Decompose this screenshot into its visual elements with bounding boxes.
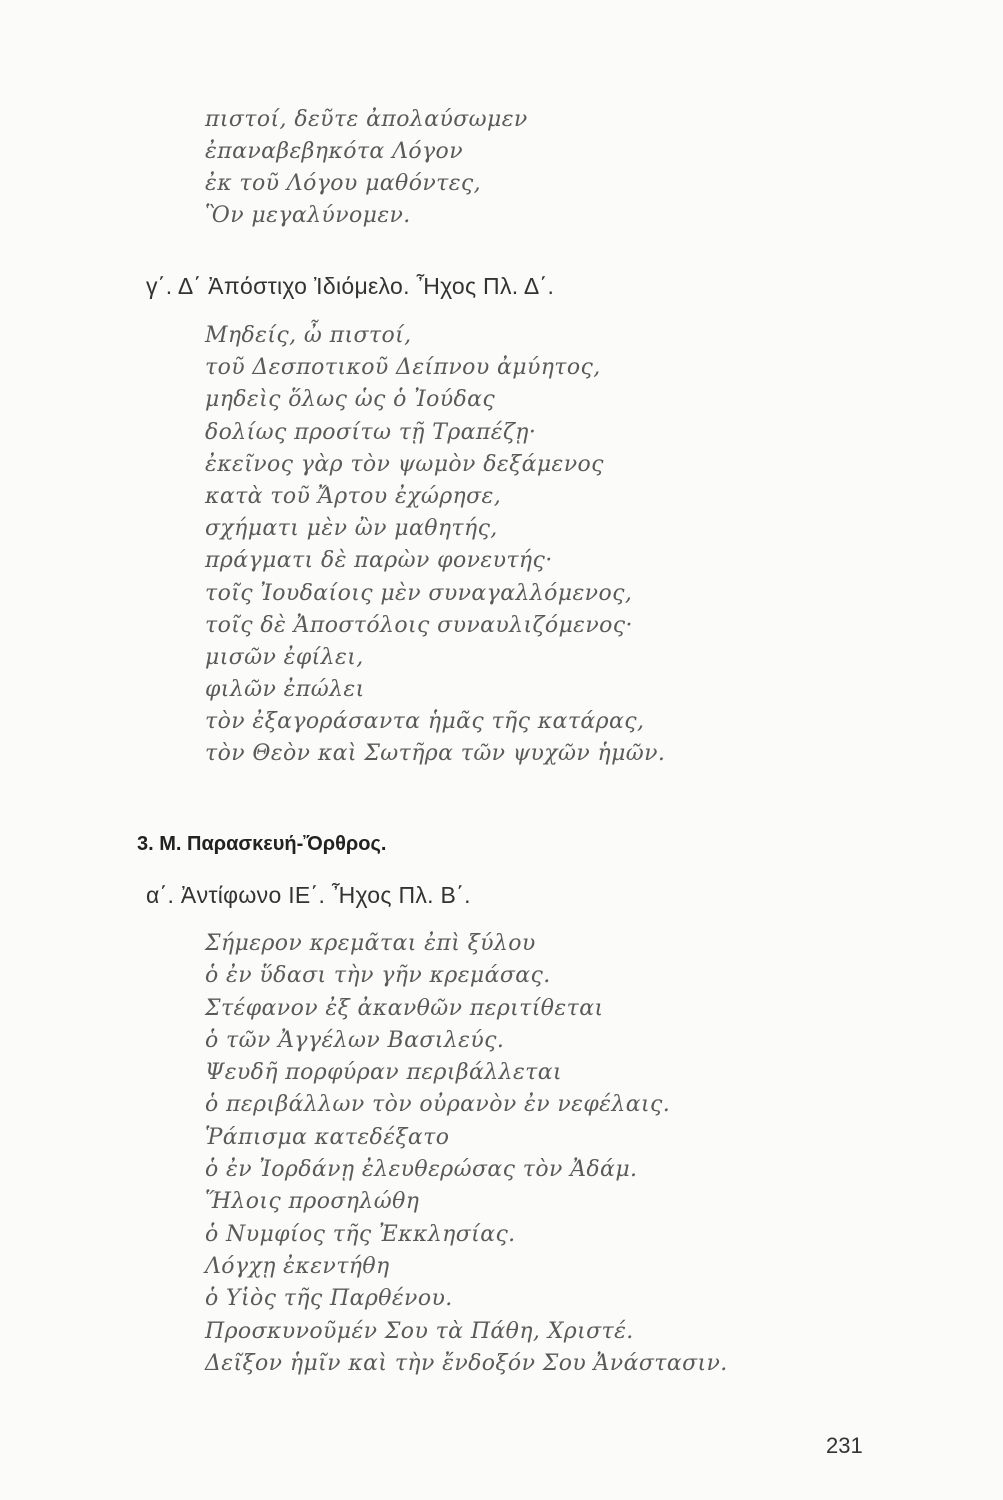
verse-line: τοῖς δὲ Ἀποστόλοις συναυλιζόμενος· [205,612,633,638]
section-title-orthros: 3. Μ. Παρασκευή-Ὄρθρος. [137,833,387,855]
verse-line: Ὃν μεγαλύνομεν. [205,203,411,228]
verse-line: Ῥάπισμα κατεδέξατο [205,1124,450,1150]
verse-line: Σήμερον κρεμᾶται ἐπὶ ξύλου [205,931,536,956]
verse-line: ἐκ τοῦ Λόγου μαθόντες, [205,171,482,196]
verse-line: μηδεὶς ὅλως ὡς ὁ Ἰούδας [205,387,496,413]
verse-line: ὁ ἐν Ἰορδάνῃ ἐλευθερώσας τὸν Ἀδάμ. [205,1157,638,1183]
verse-line: δολίως προσίτω τῇ Τραπέζῃ· [205,419,537,445]
verse-line: ἐκεῖνος γὰρ τὸν ψωμὸν δεξάμενος [205,451,604,477]
verse-line: ὁ περιβάλλων τὸν οὐρανὸν ἐν νεφέλαις. [205,1092,671,1118]
verse-line: τοῖς Ἰουδαίοις μὲν συναγαλλόμενος, [205,580,633,606]
stanza-aposticho [205,320,665,771]
verse-line: τὸν Θεὸν καὶ Σωτῆρα τῶν ψυχῶν ἡμῶν. [205,741,666,767]
verse-line: φιλῶν ἐπώλει [205,677,365,703]
verse-line: σχήματι μὲν ὢν μαθητής, [205,516,498,542]
stanza-closing-lines [205,104,528,232]
verse-line: ἐπαναβεβηκότα Λόγον [205,139,463,164]
verse-line: Στέφανον ἐξ ἀκανθῶν περιτίθεται [205,995,604,1021]
verse-line: πράγματι δὲ παρὼν φονευτής· [205,548,553,574]
page-number: 231 [826,1433,863,1458]
verse-line: Δεῖξον ἡμῖν καὶ τὴν ἔνδοξόν Σου Ἀνάστασιν. [205,1350,728,1376]
verse-line: ὁ Υἱὸς τῆς Παρθένου. [205,1286,453,1312]
verse-line: Προσκυνοῦμέν Σου τὰ Πάθη, Χριστέ. [205,1318,634,1344]
verse-line: ὁ ἐν ὕδασι τὴν γῆν κρεμάσας. [205,963,551,989]
verse-line: Ψευδῆ πορφύραν περιβάλλεται [205,1060,563,1086]
verse-line: ὁ Νυμφίος τῆς Ἐκκλησίας. [205,1221,516,1247]
verse-line: Ἥλοις προσηλώθη [205,1189,420,1215]
verse-line: μισῶν ἐφίλει, [205,644,364,670]
heading-aposticho: γ΄. Δ΄ Ἀπόστιχο Ἰδιόμελο. Ἦχος Πλ. Δ΄. [146,273,555,299]
heading-antiphon: α΄. Ἀντίφωνο ΙΕ΄. Ἦχος Πλ. Β΄. [146,882,471,908]
verse-line: Μηδείς, ὦ πιστοί, [205,323,412,348]
verse-line: τὸν ἐξαγοράσαντα ἡμᾶς τῆς κατάρας, [205,709,645,735]
verse-line: τοῦ Δεσποτικοῦ Δείπνου ἀμύητος, [205,355,601,381]
stanza-antiphon [205,928,728,1380]
verse-line: κατὰ τοῦ Ἄρτου ἐχώρησε, [205,483,502,509]
verse-line: ὁ τῶν Ἀγγέλων Βασιλεύς. [205,1027,505,1053]
verse-line: Λόγχῃ ἐκεντήθη [205,1253,390,1279]
verse-line: πιστοί, δεῦτε ἀπολαύσωμεν [205,107,528,132]
